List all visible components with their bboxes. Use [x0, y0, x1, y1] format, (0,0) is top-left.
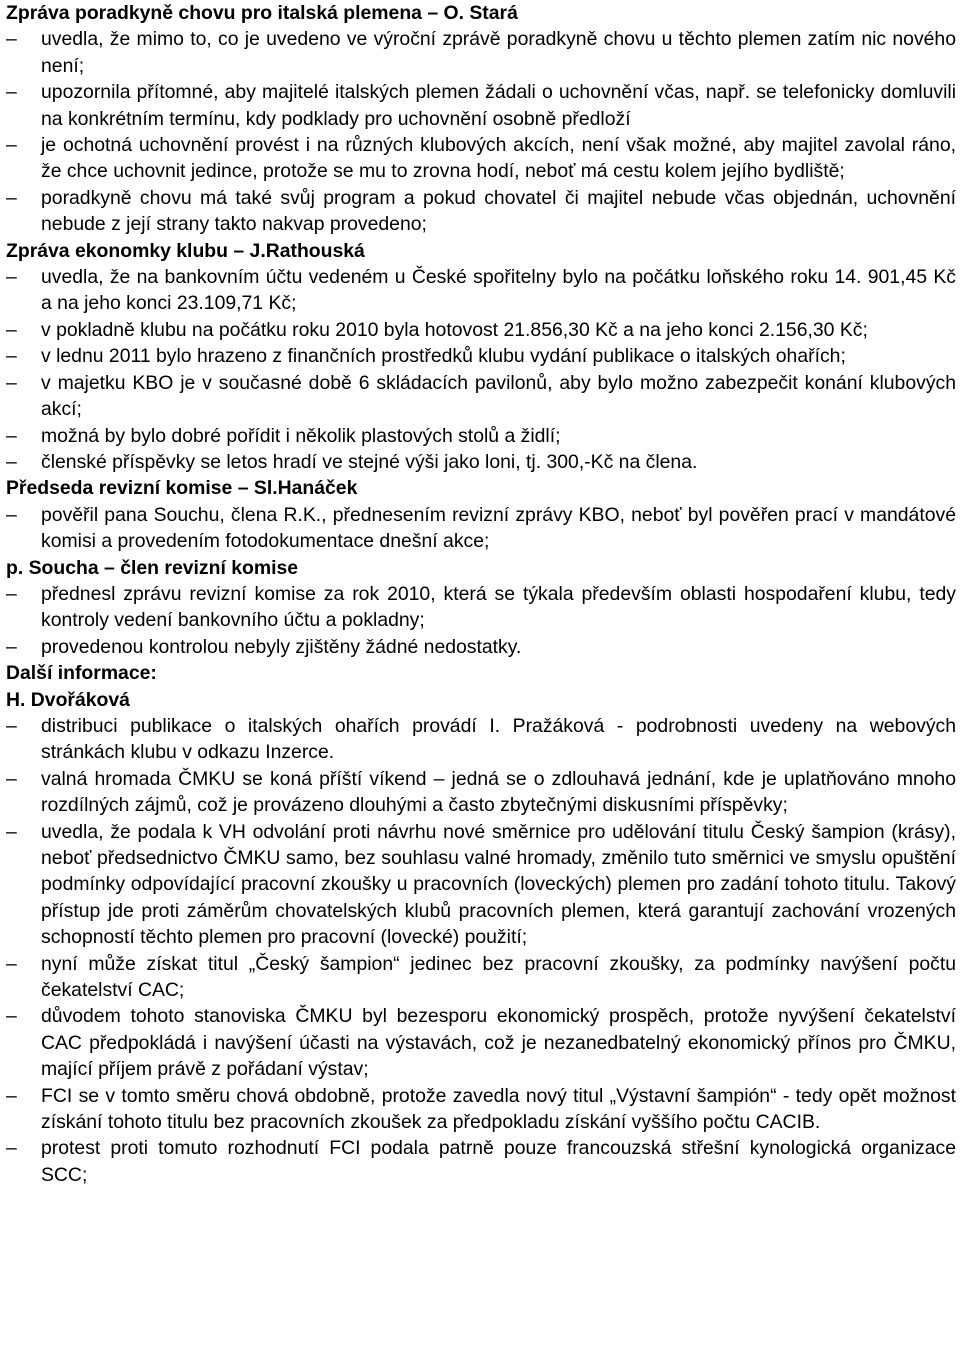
dash-bullet-icon: –	[6, 820, 17, 843]
list-item	[6, 79, 956, 132]
list-item	[6, 1083, 956, 1136]
dash-bullet-icon: –	[6, 582, 17, 605]
list-item-text: upozornila přítomné, aby majitelé italských plemen žádali o uchovnění včas, např. se telefonicky domluvili na konkrétním termínu, kdy podklady pro uchovnění osobně předloží	[41, 81, 956, 130]
dash-bullet-icon: –	[6, 714, 17, 737]
list-item	[6, 581, 956, 634]
dash-bullet-icon: –	[6, 134, 17, 157]
list-item-text: členské příspěvky se letos hradí ve stejné výši jako loni, tj. 300,-Kč na člena.	[41, 450, 698, 473]
list-item-text: uvedla, že podala k VH odvolání proti návrhu nové směrnice pro udělování titulu Český šampion (krásy), neboť předsednictvo ČMKU samo, bez souhlasu valné hromady, změnilo tuto směrnici ve smyslu opuštění podmínky odpovídající pracovní zkoušky u pracovních (loveckých) plemen pro zadání tohoto titulu. Takový přístup jde proti záměrům chovatelských klubů pracovních plemen, která garantují zachování vrozených schopností těchto plemen pro pracovní (lovecké) použití;	[41, 820, 956, 949]
list-item-text: uvedla, že mimo to, co je uvedeno ve výroční zprávě poradkyně chovu u těchto plemen zatím nic nového není;	[41, 28, 956, 77]
list-item	[6, 502, 956, 555]
dash-bullet-icon: –	[6, 186, 17, 209]
dash-bullet-icon: –	[6, 450, 17, 473]
list-item	[6, 449, 956, 475]
list-item-text: uvedla, že na bankovním účtu vedeném u České spořitelny bylo na počátku loňského roku 14. 901,45 Kč a na jeho konci 23.109,71 Kč;	[41, 266, 956, 315]
dash-bullet-icon: –	[6, 1137, 17, 1160]
list-item-text: provedenou kontrolou nebyly zjištěny žádné nedostatky.	[41, 635, 522, 658]
dash-bullet-icon: –	[6, 767, 17, 790]
section-heading: Zpráva poradkyně chovu pro italská plemena – O. Stará	[6, 2, 518, 24]
list-item-text: v pokladně klubu na počátku roku 2010 byla hotovost 21.856,30 Kč a na jeho konci 2.156,30 Kč;	[41, 318, 868, 341]
section-heading: p. Soucha – člen revizní komise	[6, 556, 299, 579]
list-item-text: protest proti tomuto rozhodnutí FCI podala patrně pouze francouzská střešní kynologická organizace SCC;	[41, 1137, 956, 1186]
dash-bullet-icon: –	[6, 503, 17, 526]
list-item	[6, 423, 956, 449]
list-item	[6, 343, 956, 369]
list-item-text: pověřil pana Souchu, člena R.K., přednesením revizní zprávy KBO, neboť byl pověřen prací v mandátové komisi a provedením fotodokumentace dnešní akce;	[41, 503, 956, 553]
dash-bullet-icon: –	[6, 635, 17, 658]
list-item-text: FCI se v tomto směru chová obdobně, protože zavedla nový titul „Výstavní šampión“ - tedy opět možnost získání tohoto titulu bez pracovních zkoušek za předpokladu získání vyššího počtu CACIB.	[41, 1084, 956, 1134]
list-item	[6, 819, 956, 951]
list-item	[6, 185, 956, 238]
dash-bullet-icon: –	[6, 1005, 17, 1028]
dash-bullet-icon: –	[6, 28, 17, 51]
section-heading: Další informace:	[6, 662, 157, 685]
list-item-text: nyní může získat titul „Český šampion“ jedinec bez pracovní zkoušky, za podmínky navýšení počtu čekatelství CAC;	[41, 952, 956, 1002]
dash-bullet-icon: –	[6, 371, 17, 394]
list-item	[6, 713, 956, 766]
list-item	[6, 26, 956, 79]
dash-bullet-icon: –	[6, 345, 17, 368]
list-item-text: přednesl zprávu revizní komise za rok 2010, která se týkala především oblasti hospodaření klubu, tedy kontroly vedení bankovního účtu a pokladny;	[41, 582, 956, 632]
dash-bullet-icon: –	[6, 1084, 17, 1107]
section-heading: Zpráva ekonomky klubu – J.Rathouská	[6, 239, 365, 262]
list-item-text: distribuci publikace o italských ohařích provádí I. Pražáková - podrobnosti uvedeny na webových stránkách klubu v odkazu Inzerce.	[41, 714, 956, 764]
list-item	[6, 370, 956, 423]
document-page	[6, 0, 956, 1188]
dash-bullet-icon: –	[6, 424, 17, 447]
list-item-text: možná by bylo dobré pořídit i několik plastových stolů a židlí;	[41, 424, 561, 447]
list-item	[6, 264, 956, 317]
list-item	[6, 1003, 956, 1082]
section-heading: H. Dvořáková	[6, 688, 130, 711]
list-item-text: v lednu 2011 bylo hrazeno z finančních prostředků klubu vydání publikace o italských ohařích;	[41, 345, 846, 368]
list-item	[6, 951, 956, 1004]
list-item-text: je ochotná uchovnění provést i na různých klubových akcích, není však možné, aby majitel zavolal ráno, že chce uchovnit jedince, protože se mu to zrovna hodí, neboť má cestu kolem jejího bydliště;	[41, 134, 956, 183]
list-item-text: důvodem tohoto stanoviska ČMKU byl bezesporu ekonomický prospěch, protože nyvýšení čekatelství CAC předpokládá i navýšení účasti na výstavách, což je nezanedbatelný ekonomický přínos pro ČMKU, mající příjem právě z pořádaní výstav;	[41, 1005, 956, 1081]
list-item-text: poradkyně chovu má také svůj program a pokud chovatel či majitel nebude včas objednán, uchovnění nebude z její strany takto nakvap provedeno;	[41, 186, 956, 236]
dash-bullet-icon: –	[6, 81, 17, 104]
dash-bullet-icon: –	[6, 318, 17, 341]
dash-bullet-icon: –	[6, 266, 17, 289]
dash-bullet-icon: –	[6, 952, 17, 975]
list-item	[6, 132, 956, 185]
list-item	[6, 766, 956, 819]
list-item	[6, 1135, 956, 1188]
list-item	[6, 317, 956, 343]
list-item-text: v majetku KBO je v současné době 6 skládacích pavilonů, aby bylo možno zabezpečit konání klubových akcí;	[41, 371, 956, 421]
list-item	[6, 634, 956, 660]
list-item-text: valná hromada ČMKU se koná příští víkend – jedná se o zdlouhavá jednání, kde je uplatňováno mnoho rozdílných zájmů, což je provázeno dlouhými a často zbytečnými diskusními příspěvky;	[41, 767, 956, 817]
section-heading: Předseda revizní komise – Sl.Hanáček	[6, 477, 358, 500]
